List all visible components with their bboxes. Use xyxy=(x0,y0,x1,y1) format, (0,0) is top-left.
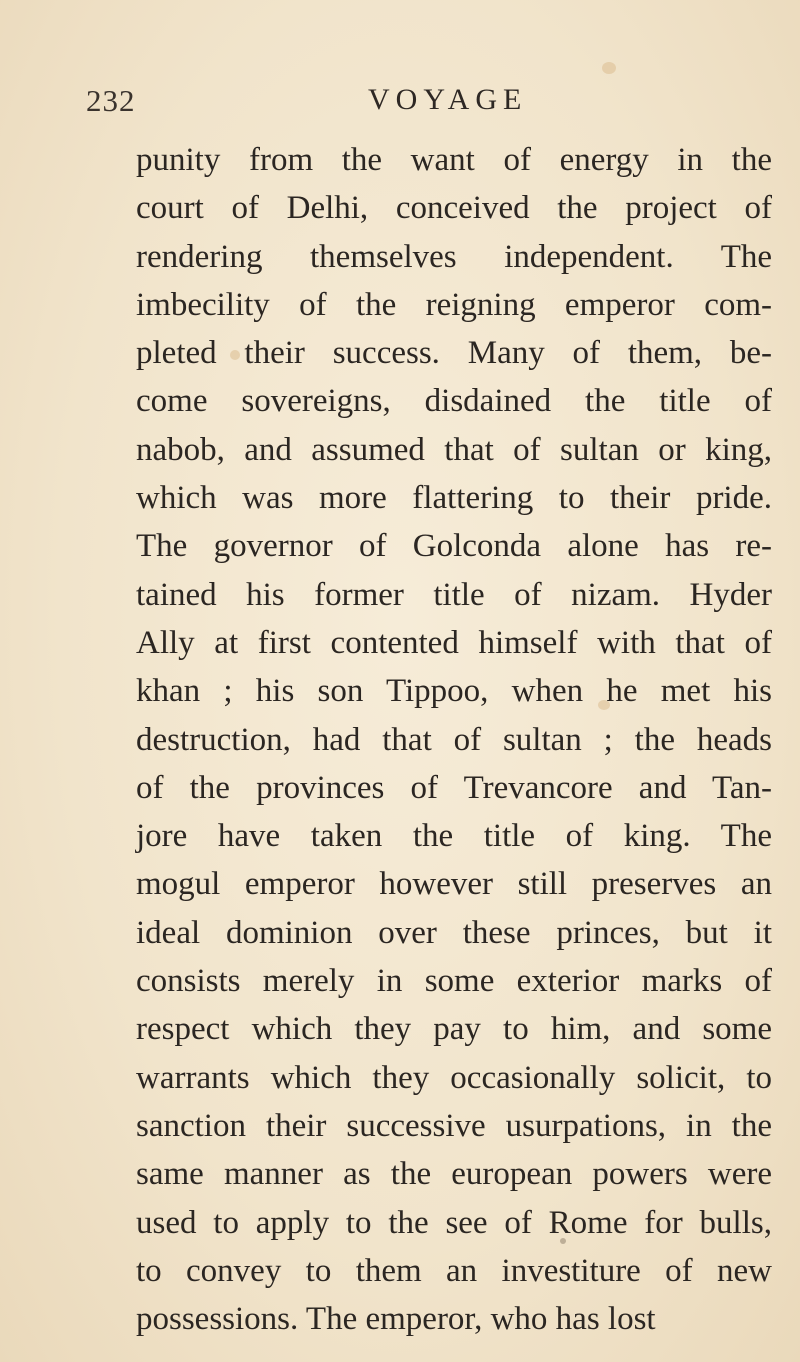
running-head: VOYAGE xyxy=(368,83,528,116)
text-line: used to apply to the see of Rome for bulls, xyxy=(136,1204,772,1241)
text-line: warrants which they occasionally solicit, to xyxy=(136,1059,772,1096)
text-line: to convey to them an investiture of new xyxy=(136,1252,772,1289)
text-line: consists merely in some exterior marks of xyxy=(136,963,772,1000)
text-line: ideal dominion over these princes, but it xyxy=(136,914,772,951)
text-line: come sovereigns, disdained the title of xyxy=(136,383,772,420)
text-line: pleted their success. Many of them, be- xyxy=(136,335,772,372)
text-line: possessions. The emperor, who has lost xyxy=(136,1301,656,1338)
text-line: destruction, had that of sultan ; the heads xyxy=(136,721,772,758)
text-line: rendering themselves independent. The xyxy=(136,238,772,275)
text-line: court of Delhi, conceived the project of xyxy=(136,190,772,227)
text-line: khan ; his son Tippoo, when he met his xyxy=(136,673,772,710)
text-line: which was more flattering to their pride. xyxy=(136,480,772,517)
text-line: nabob, and assumed that of sultan or king, xyxy=(136,431,772,468)
text-line: punity from the want of energy in the xyxy=(136,142,772,178)
text-line: The governor of Golconda alone has re- xyxy=(136,528,772,565)
text-line: respect which they pay to him, and some xyxy=(136,1011,772,1048)
text-line: mogul emperor however still preserves an xyxy=(136,866,772,903)
text-line: imbecility of the reigning emperor com- xyxy=(136,286,772,323)
text-line: same manner as the european powers were xyxy=(136,1156,772,1193)
text-line: Ally at first contented himself with that of xyxy=(136,624,772,661)
page-number: 232 xyxy=(86,83,136,118)
text-line: of the provinces of Trevancore and Tan- xyxy=(136,769,772,806)
text-line: jore have taken the title of king. The xyxy=(136,818,772,855)
page-header xyxy=(0,83,800,123)
body-text xyxy=(136,136,772,1343)
text-line: sanction their successive usurpations, in the xyxy=(136,1107,772,1144)
text-line: tained his former title of nizam. Hyder xyxy=(136,576,772,613)
